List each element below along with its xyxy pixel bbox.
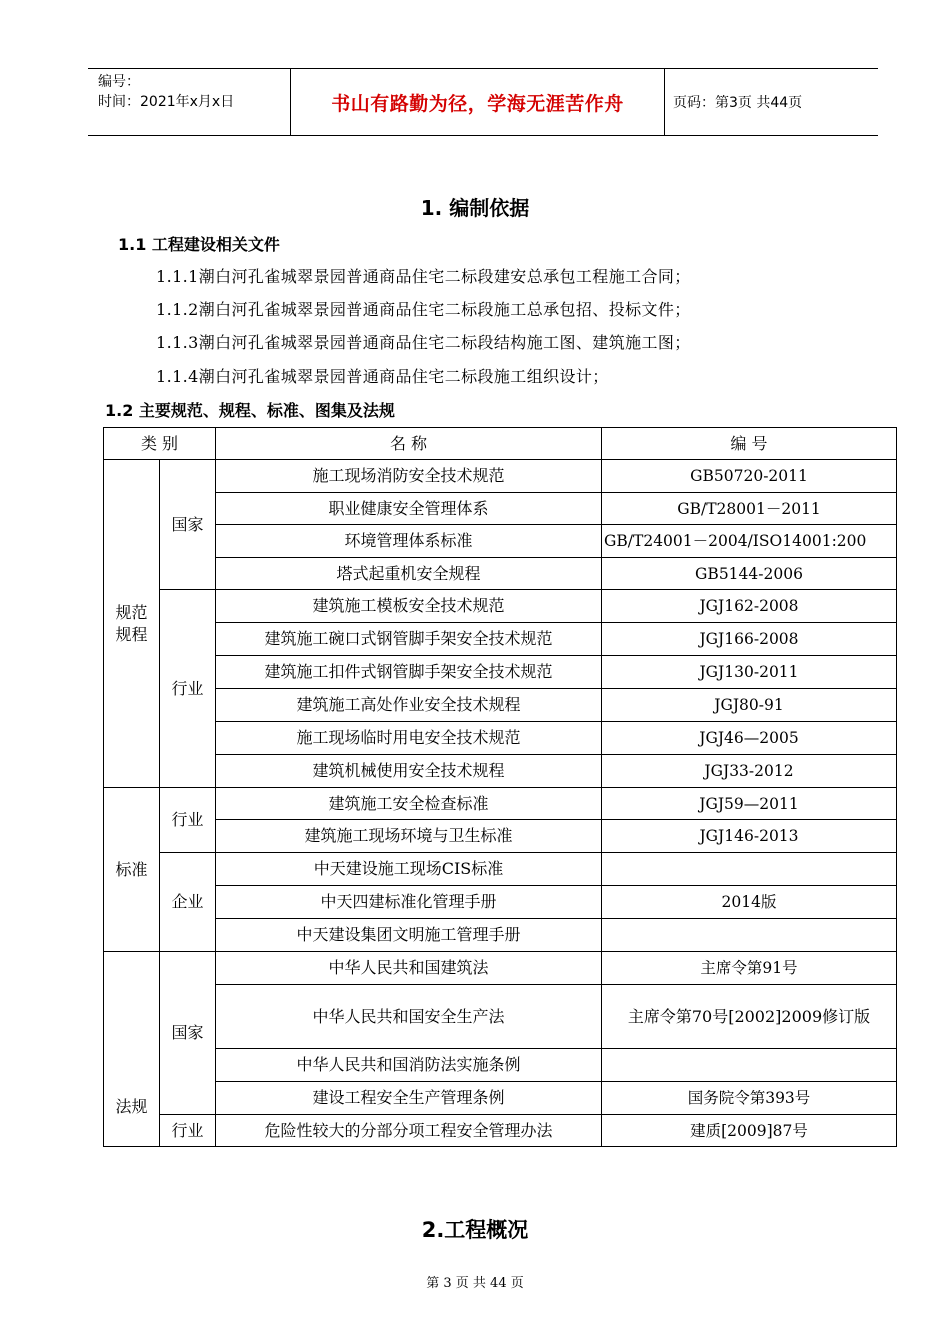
row-code: JGJ46—2005 [602, 722, 897, 755]
row-code: GB/T24001－2004/ISO14001:200 [602, 525, 897, 558]
row-name: 中天四建标准化管理手册 [216, 886, 602, 919]
row-name: 建设工程安全生产管理条例 [216, 1082, 602, 1115]
level-label: 企业 [160, 853, 216, 952]
table-row [104, 886, 897, 919]
row-code: JGJ162-2008 [602, 590, 897, 623]
row-code: 主席令第91号 [602, 952, 897, 985]
row-code: 国务院令第393号 [602, 1082, 897, 1115]
table-row [104, 460, 897, 493]
header-time-label: 时间：2021年x月x日 [98, 94, 235, 110]
row-code: GB/T28001－2011 [602, 493, 897, 525]
group-label: 规范规程 [104, 460, 160, 788]
header-number-label: 编号： [98, 74, 140, 90]
row-name: 危险性较大的分部分项工程安全管理办法 [216, 1115, 602, 1147]
row-code: JGJ59—2011 [602, 788, 897, 820]
table-row [104, 853, 897, 886]
row-name: 中天建设施工现场CIS标准 [216, 853, 602, 886]
regulations-table [103, 427, 897, 1147]
header-code: 编 号 [602, 428, 897, 460]
row-code [602, 1049, 897, 1082]
list-item: 1.1.1潮白河孔雀城翠景园普通商品住宅二标段建安总承包工程施工合同； [156, 267, 691, 286]
row-name: 中华人民共和国建筑法 [216, 952, 602, 985]
header-page-info: 页码：第3页 共44页 [673, 95, 803, 111]
header-name: 名 称 [216, 428, 602, 460]
row-code: JGJ80-91 [602, 689, 897, 722]
row-code: JGJ166-2008 [602, 623, 897, 656]
table-row [104, 558, 897, 590]
header-category: 类 别 [104, 428, 216, 460]
table-row [104, 722, 897, 755]
table-row [104, 590, 897, 623]
row-code [602, 853, 897, 886]
table-row [104, 525, 897, 558]
section-1-2-title: 1.2 主要规范、规程、标准、图集及法规 [105, 401, 395, 420]
table-row [104, 1082, 897, 1115]
level-label: 国家 [160, 460, 216, 590]
header-motto: 书山有路勤为径，学海无涯苦作舟 [291, 69, 665, 135]
table-row [104, 952, 897, 985]
group-label: 标准 [104, 788, 160, 952]
row-name: 建筑施工安全检查标准 [216, 788, 602, 820]
level-label: 国家 [160, 952, 216, 1115]
section-1-1-title: 1.1 工程建设相关文件 [118, 235, 280, 254]
row-name: 中天建设集团文明施工管理手册 [216, 919, 602, 952]
row-name: 职业健康安全管理体系 [216, 493, 602, 525]
section-2-title: 2.工程概况 [421, 1218, 529, 1242]
row-name: 环境管理体系标准 [216, 525, 602, 558]
row-name: 建筑施工碗口式钢管脚手架安全技术规范 [216, 623, 602, 656]
table-row [104, 919, 897, 952]
row-code: JGJ146-2013 [602, 820, 897, 853]
level-label: 行业 [160, 788, 216, 853]
section-1-title: 1. 编制依据 [420, 196, 530, 220]
row-name: 建筑施工现场环境与卫生标准 [216, 820, 602, 853]
header-meta [88, 69, 291, 135]
table-row [104, 755, 897, 788]
row-code: 2014版 [602, 886, 897, 919]
group-label: 法规 [104, 952, 160, 1147]
list-item: 1.1.3潮白河孔雀城翠景园普通商品住宅二标段结构施工图、建筑施工图； [156, 333, 691, 352]
table-row [104, 656, 897, 689]
row-name: 施工现场消防安全技术规范 [216, 460, 602, 493]
table-header-row [104, 428, 897, 460]
page-header [88, 68, 878, 136]
list-item: 1.1.4潮白河孔雀城翠景园普通商品住宅二标段施工组织设计； [156, 367, 609, 386]
table-row [104, 623, 897, 656]
level-label: 行业 [160, 1115, 216, 1147]
row-name: 建筑施工模板安全技术规范 [216, 590, 602, 623]
row-name: 建筑机械使用安全技术规程 [216, 755, 602, 788]
row-code: JGJ130-2011 [602, 656, 897, 689]
table-row [104, 1049, 897, 1082]
row-name: 中华人民共和国安全生产法 [216, 985, 602, 1049]
level-label: 行业 [160, 590, 216, 788]
row-code: 主席令第70号[2002]2009修订版 [602, 985, 897, 1049]
row-code: GB5144-2006 [602, 558, 897, 590]
row-code [602, 919, 897, 952]
row-code: GB50720-2011 [602, 460, 897, 493]
table-row [104, 689, 897, 722]
table-row [104, 1115, 897, 1147]
table-row [104, 820, 897, 853]
table-row [104, 788, 897, 820]
table-row [104, 493, 897, 525]
list-item: 1.1.2潮白河孔雀城翠景园普通商品住宅二标段施工总承包招、投标文件； [156, 300, 691, 319]
row-name: 中华人民共和国消防法实施条例 [216, 1049, 602, 1082]
page-footer: 第 3 页 共 44 页 [426, 1276, 524, 1291]
row-name: 施工现场临时用电安全技术规范 [216, 722, 602, 755]
row-code: JGJ33-2012 [602, 755, 897, 788]
row-name: 塔式起重机安全规程 [216, 558, 602, 590]
row-code: 建质[2009]87号 [602, 1115, 897, 1147]
row-name: 建筑施工高处作业安全技术规程 [216, 689, 602, 722]
table-row [104, 985, 897, 1049]
row-name: 建筑施工扣件式钢管脚手架安全技术规范 [216, 656, 602, 689]
